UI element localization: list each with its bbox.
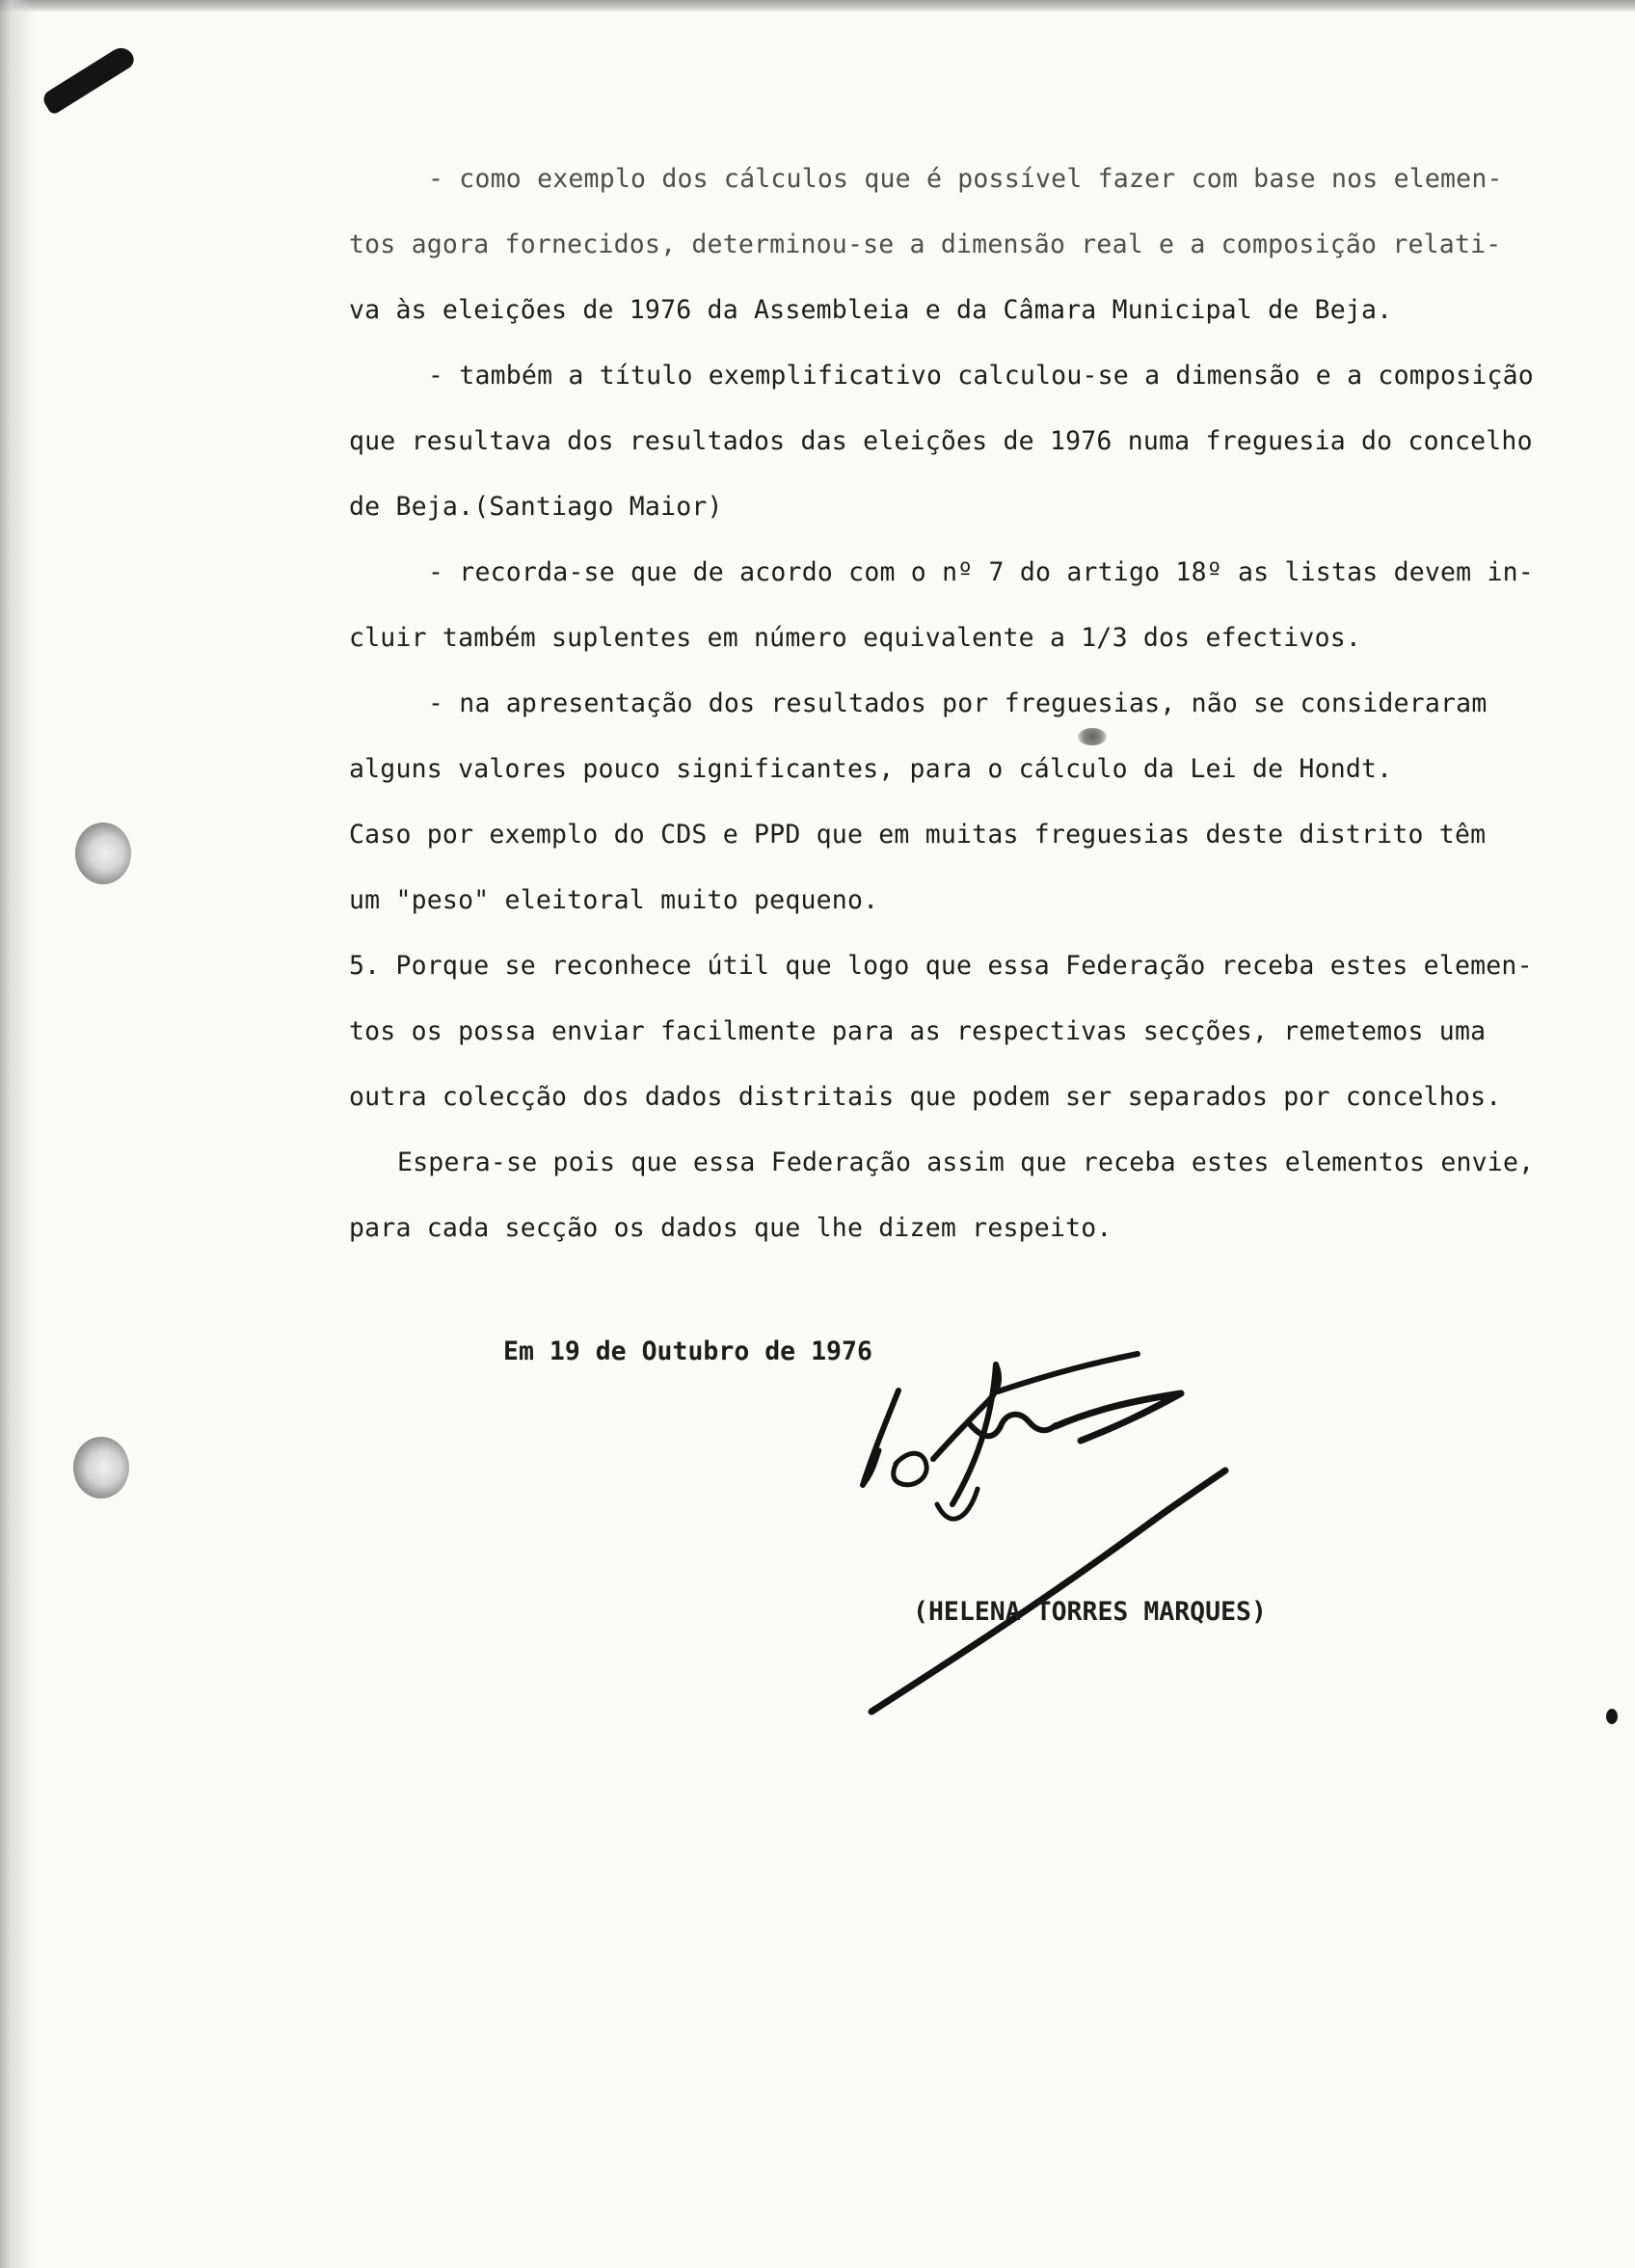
paragraph-line-14: tos os possa enviar facilmente para as respectivas secções, remetemos uma — [349, 1016, 1487, 1046]
paragraph-line-9: - na apresentação dos resultados por freguesias, não se consideraram — [428, 688, 1488, 718]
binder-hole-top — [75, 823, 131, 884]
paragraph-line-15: outra colecção dos dados distritais que podem ser separados por concelhos. — [349, 1082, 1502, 1112]
paragraph-line-7: - recorda-se que de acordo com o nº 7 do artigo 18º as listas devem in- — [428, 557, 1534, 587]
paragraph-line-1: - como exemplo dos cálculos que é possível fazer com base nos elemen- — [428, 164, 1503, 194]
paragraph-line-11: Caso por exemplo do CDS e PPD que em muitas freguesias deste distrito têm — [349, 820, 1487, 850]
binder-hole-bottom — [73, 1437, 129, 1498]
paragraph-line-12: um "peso" eleitoral muito pequeno. — [349, 885, 879, 915]
document-date: Em 19 de Outubro de 1976 — [503, 1336, 872, 1366]
paragraph-line-6: de Beja.(Santiago Maior) — [349, 492, 723, 522]
paragraph-line-5: que resultava dos resultados das eleições de 1976 numa freguesia do concelho — [349, 426, 1533, 456]
paragraph-line-4: - também a título exemplificativo calculou-se a dimensão e a composição — [428, 361, 1534, 391]
paragraph-line-10: alguns valores pouco significantes, para o cálculo da Lei de Hondt. — [349, 754, 1393, 784]
paragraph-line-2: tos agora fornecidos, determinou-se a dimensão real e a composição relati- — [349, 230, 1502, 259]
paragraph-line-17: para cada secção os dados que lhe dizem respeito. — [349, 1213, 1112, 1243]
signatory-name: (HELENA TORRES MARQUES) — [913, 1597, 1267, 1627]
edge-speck — [1606, 1709, 1618, 1724]
paragraph-line-16: Espera-se pois que essa Federação assim que receba estes elementos envie, — [397, 1148, 1535, 1177]
left-scan-edge — [0, 0, 35, 2268]
paragraph-line-3: va às eleições de 1976 da Assembleia e da Câmara Municipal de Beja. — [349, 295, 1393, 325]
top-scan-edge — [0, 0, 1635, 13]
paragraph-line-13: 5. Porque se reconhece útil que logo que essa Federação receba estes elemen- — [349, 951, 1533, 981]
handwritten-signature — [829, 1345, 1369, 1750]
ink-smudge — [40, 43, 138, 116]
paragraph-line-8: cluir também suplentes em número equivalente a 1/3 dos efectivos. — [349, 623, 1362, 653]
ink-spot — [1078, 728, 1107, 745]
